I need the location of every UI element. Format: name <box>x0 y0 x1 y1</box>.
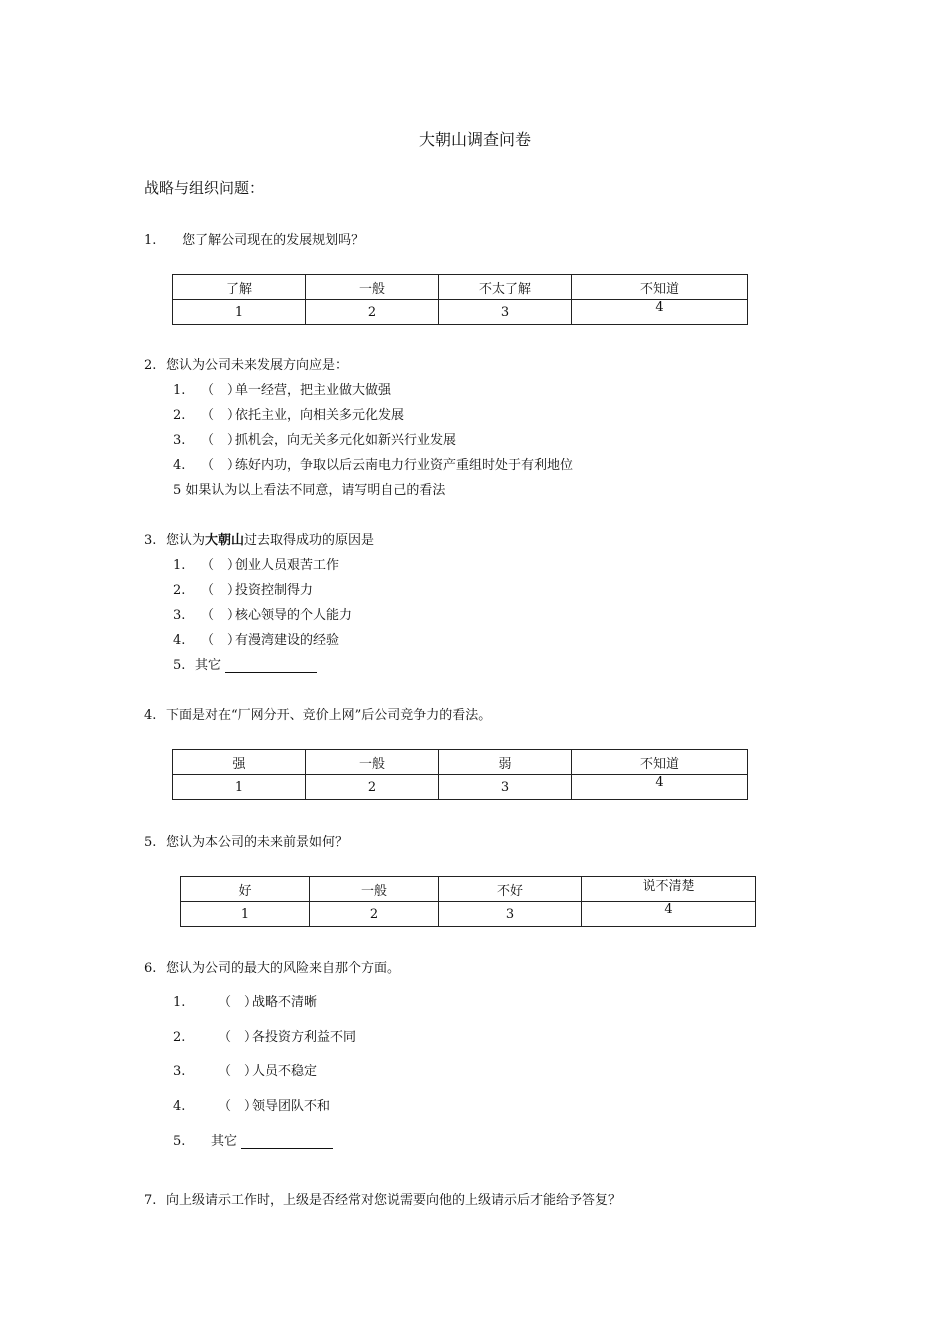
question-5-text: 您认为本公司的未来前景如何？ <box>166 835 349 850</box>
q3-option-3-number: 3. <box>173 608 186 623</box>
q1-value-4-text: 4 <box>655 299 664 315</box>
question-6-number: 6. <box>144 961 157 976</box>
q3-option-1-text: 创业人员艰苦工作 <box>235 558 340 573</box>
question-4 <box>144 704 491 723</box>
question-7-text: 向上级请示工作时，上级是否经常对您说需要向他的上级请示后才能给予答复？ <box>166 1193 622 1208</box>
q5-value-4-text: 4 <box>664 901 673 917</box>
question-3-text-post: 过去取得成功的原因是 <box>244 533 375 548</box>
q3-option-3[interactable] <box>173 604 352 623</box>
q1-header-1: 了解 <box>173 275 306 300</box>
q4-value-4 <box>572 775 748 800</box>
q6-other-label: 其它 <box>211 1134 238 1149</box>
q4-value-4-text: 4 <box>655 774 664 790</box>
q6-option-3-number: 3. <box>173 1064 186 1079</box>
q6-option-3[interactable] <box>173 1060 317 1079</box>
q2-option-3-number: 3. <box>173 433 186 448</box>
q2-option-4-paren[interactable]: （ ） <box>201 458 241 473</box>
question-6-text: 您认为公司的最大的风险来自那个方面。 <box>166 961 401 976</box>
question-4-text: 下面是对在“厂网分开、竞价上网”后公司竞争力的看法。 <box>166 708 492 723</box>
q2-option-2[interactable] <box>173 404 404 423</box>
question-5-scale-table <box>180 876 756 927</box>
q3-option-3-paren[interactable]: （ ） <box>201 608 241 623</box>
q2-option-4-text: 练好内功，争取以后云南电力行业资产重组时处于有利地位 <box>235 458 574 473</box>
q3-other-blank[interactable] <box>225 660 317 673</box>
q2-option-4-number: 4. <box>173 458 186 473</box>
q5-header-4-text: 说不清楚 <box>642 878 695 894</box>
q6-option-4[interactable] <box>173 1095 330 1114</box>
q2-option-3-text: 抓机会，向无关多元化如新兴行业发展 <box>235 433 457 448</box>
q4-value-1: 1 <box>173 775 306 800</box>
q3-option-2-text: 投资控制得力 <box>235 583 314 598</box>
question-4-scale-table <box>172 749 748 800</box>
q3-option-2[interactable] <box>173 579 313 598</box>
q4-value-2: 2 <box>306 775 439 800</box>
q5-value-1: 1 <box>181 902 310 927</box>
question-5-number: 5. <box>144 835 157 850</box>
q3-option-4-paren[interactable]: （ ） <box>201 633 241 648</box>
q4-value-3: 3 <box>439 775 572 800</box>
question-1-text: 您了解公司现在的发展规划吗？ <box>182 233 365 248</box>
q1-header-2: 一般 <box>306 275 439 300</box>
q1-value-2: 2 <box>306 300 439 325</box>
q6-option-3-text: 人员不稳定 <box>252 1064 318 1079</box>
q6-option-other <box>173 1130 333 1149</box>
q2-option-4[interactable] <box>173 454 573 473</box>
q6-option-2[interactable] <box>173 1026 356 1045</box>
q6-option-4-text: 领导团队不和 <box>252 1099 331 1114</box>
q2-option-1-paren[interactable]: （ ） <box>201 383 241 398</box>
q3-option-2-number: 2. <box>173 583 186 598</box>
q6-option-1-text: 战略不清晰 <box>252 995 318 1010</box>
q4-header-1: 强 <box>173 750 306 775</box>
q6-other-number: 5. <box>173 1134 186 1149</box>
question-7-number: 7. <box>144 1193 157 1208</box>
q6-other-blank[interactable] <box>241 1136 333 1149</box>
q5-header-4 <box>582 877 756 902</box>
q6-option-2-paren[interactable]: （ ） <box>218 1030 258 1045</box>
q2-option-5-freeform: 5 如果认为以上看法不同意，请写明自己的看法 <box>173 483 446 498</box>
question-3-text-bold: 大朝山 <box>205 533 245 548</box>
q1-header-4: 不知道 <box>572 275 748 300</box>
q6-option-2-number: 2. <box>173 1030 186 1045</box>
question-2-number: 2. <box>144 358 157 373</box>
q2-option-1-text: 单一经营，把主业做大做强 <box>235 383 392 398</box>
q6-option-2-text: 各投资方利益不同 <box>252 1030 357 1045</box>
question-1 <box>144 229 364 248</box>
section-heading: 战略与组织问题： <box>144 179 265 197</box>
q6-option-3-paren[interactable]: （ ） <box>218 1064 258 1079</box>
q4-header-2: 一般 <box>306 750 439 775</box>
q2-option-3[interactable] <box>173 429 456 448</box>
q1-value-3: 3 <box>439 300 572 325</box>
q3-option-1-number: 1. <box>173 558 186 573</box>
question-4-number: 4. <box>144 708 157 723</box>
q1-value-4 <box>572 300 748 325</box>
q3-option-1[interactable] <box>173 554 339 573</box>
q3-option-2-paren[interactable]: （ ） <box>201 583 241 598</box>
q3-option-4-text: 有漫湾建设的经验 <box>235 633 340 648</box>
q6-option-1-paren[interactable]: （ ） <box>218 995 258 1010</box>
q3-other-label: 其它 <box>195 658 222 673</box>
question-3-text-pre: 您认为 <box>166 533 206 548</box>
q2-option-3-paren[interactable]: （ ） <box>201 433 241 448</box>
question-1-scale-table <box>172 274 748 325</box>
q6-option-4-number: 4. <box>173 1099 186 1114</box>
q6-option-1[interactable] <box>173 991 317 1010</box>
q5-value-4 <box>582 902 756 927</box>
q2-option-1-number: 1. <box>173 383 186 398</box>
question-3-number: 3. <box>144 533 157 548</box>
q2-option-2-text: 依托主业，向相关多元化发展 <box>235 408 405 423</box>
q6-option-1-number: 1. <box>173 995 186 1010</box>
question-7 <box>144 1189 621 1208</box>
q5-value-3: 3 <box>439 902 582 927</box>
q1-header-3: 不太了解 <box>439 275 572 300</box>
q3-other-number: 5. <box>173 658 186 673</box>
q5-value-2: 2 <box>310 902 439 927</box>
question-2-text: 您认为公司未来发展方向应是： <box>166 358 349 373</box>
question-5 <box>144 831 348 850</box>
q3-option-4[interactable] <box>173 629 339 648</box>
q3-option-1-paren[interactable]: （ ） <box>201 558 241 573</box>
question-1-number: 1. <box>144 233 157 248</box>
q4-header-4: 不知道 <box>572 750 748 775</box>
q2-option-2-paren[interactable]: （ ） <box>201 408 241 423</box>
document-title: 大朝山调查问卷 <box>418 130 531 149</box>
q5-header-1: 好 <box>181 877 310 902</box>
q3-option-other <box>173 654 317 673</box>
q3-option-4-number: 4. <box>173 633 186 648</box>
q4-header-3: 弱 <box>439 750 572 775</box>
question-3 <box>144 529 374 548</box>
q3-option-3-text: 核心领导的个人能力 <box>235 608 353 623</box>
question-2 <box>144 354 348 373</box>
q1-value-1: 1 <box>173 300 306 325</box>
q5-header-2: 一般 <box>310 877 439 902</box>
q2-option-2-number: 2. <box>173 408 186 423</box>
q2-option-1[interactable] <box>173 379 391 398</box>
question-6 <box>144 957 400 976</box>
q5-header-3: 不好 <box>439 877 582 902</box>
q6-option-4-paren[interactable]: （ ） <box>218 1099 258 1114</box>
